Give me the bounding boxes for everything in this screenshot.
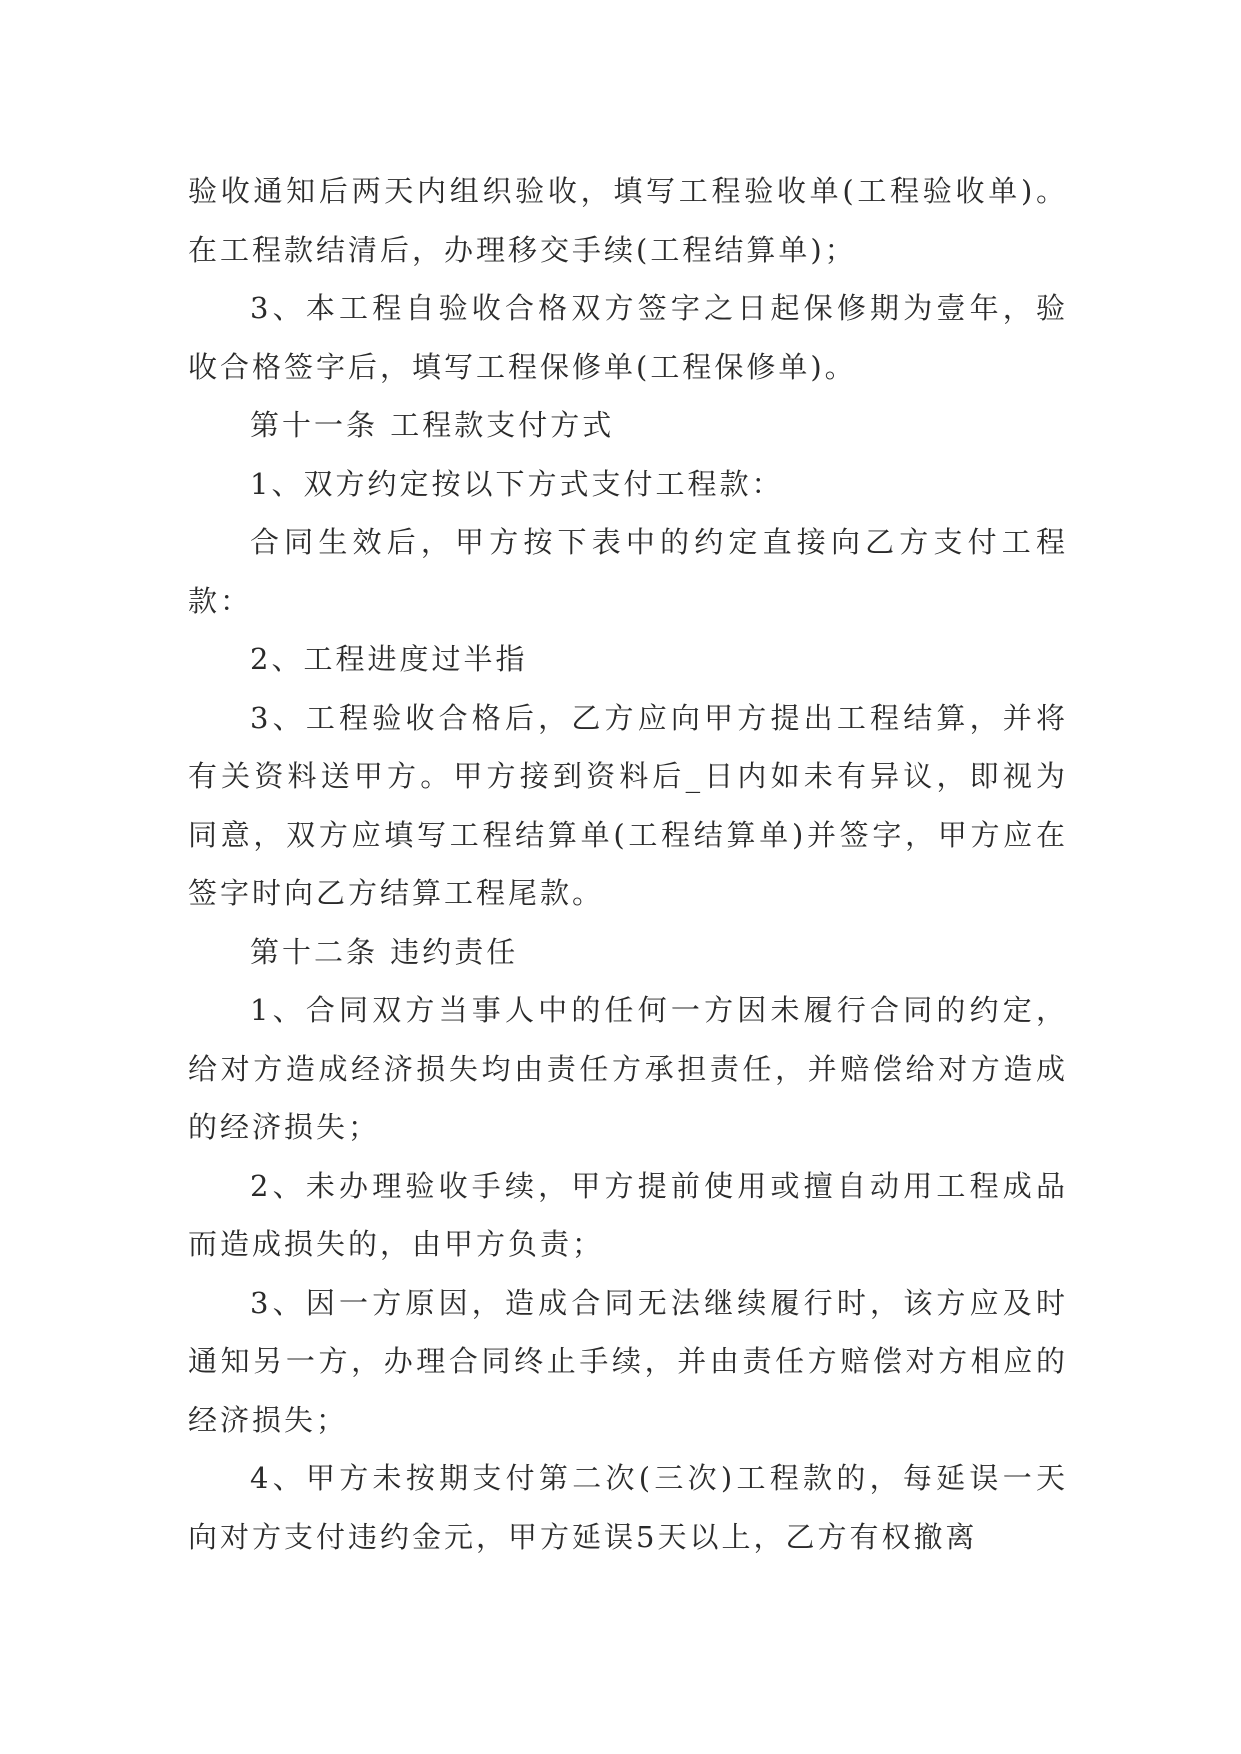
- paragraph-progress-half: 2、工程进度过半指: [250, 642, 528, 676]
- paragraph-early-use: 2、未办理验收手续，甲方提前使用或擅自动用工程成品而造成损失的，由甲方负责；: [188, 1168, 1068, 1261]
- section-heading-article-12: 第十二条 违约责任: [250, 934, 519, 969]
- paragraph-late-payment: 4、甲方未按期支付第二次(三次)工程款的，每延误一天向对方支付违约金元，甲方延误5天以上，乙方有权撤离: [188, 1461, 1068, 1554]
- paragraph-final-settlement: 3、工程验收合格后，乙方应向甲方提出工程结算，并将有关资料送甲方。甲方接到资料后_日内如未有异议，即视为同意，双方应填写工程结算单(工程结算单)并签字，甲方应在签字时向乙方结算工程尾款。: [188, 700, 1068, 910]
- paragraph-breach-liability: 1、合同双方当事人中的任何一方因未履行合同的约定，给对方造成经济损失均由责任方承担责任，并赔偿给对方造成的经济损失；: [188, 993, 1068, 1144]
- paragraph-termination: 3、因一方原因，造成合同无法继续履行时，该方应及时通知另一方，办理合同终止手续，并由责任方赔偿对方相应的经济损失；: [188, 1285, 1068, 1437]
- section-heading-article-11: 第十一条 工程款支付方式: [250, 408, 615, 442]
- paragraph-acceptance-notice: 验收通知后两天内组织验收，填写工程验收单(工程验收单)。在工程款结清后，办理移交手续(工程结算单)；: [188, 174, 1068, 267]
- document-body: [188, 162, 1068, 1566]
- paragraph-payment-after-effect: 合同生效后，甲方按下表中的约定直接向乙方支付工程款：: [188, 525, 1068, 618]
- paragraph-warranty-period: 3、本工程自验收合格双方签字之日起保修期为壹年，验收合格签字后，填写工程保修单(工程保修单)。: [188, 291, 1068, 384]
- paragraph-payment-method: 1、双方约定按以下方式支付工程款：: [250, 466, 784, 501]
